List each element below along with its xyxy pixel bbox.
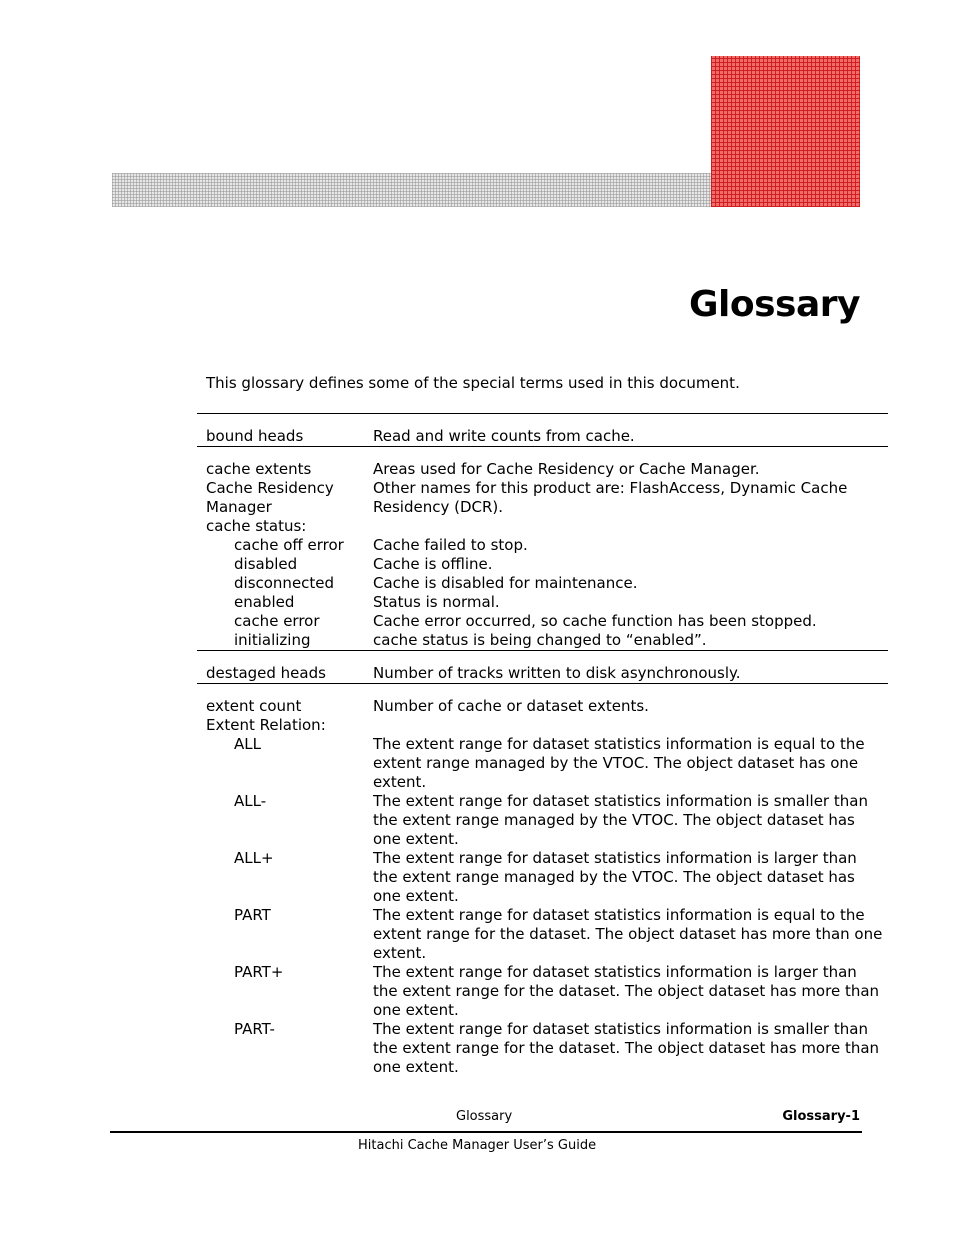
glossary-row [197,1020,888,1077]
glossary-row [197,574,888,593]
glossary-definition: Cache is disabled for maintenance. [373,574,638,592]
glossary-row [197,427,888,446]
glossary-row [197,536,888,555]
glossary-definition: Areas used for Cache Residency or Cache Manager. [373,460,760,478]
glossary-definition: The extent range for dataset statistics information is smaller than the extent range managed by the VTOC. The object dataset has one extent. [373,792,868,848]
glossary-group [197,683,888,1077]
glossary-term: initializing [234,631,311,649]
glossary-definition: Number of tracks written to disk asynchronously. [373,664,741,682]
glossary-definition: cache status is being changed to “enabled”. [373,631,707,649]
glossary-term: PART [234,906,271,924]
glossary-term: cache extents [206,460,312,478]
intro-text: This glossary defines some of the special terms used in this document. [206,374,740,392]
glossary-term: PART+ [234,963,284,981]
glossary-definition: Other names for this product are: FlashAccess, Dynamic Cache [373,479,848,497]
glossary-row [197,716,888,735]
glossary-term: cache status: [206,517,307,535]
glossary-row [197,697,888,716]
glossary-term: ALL- [234,792,267,810]
glossary-row [197,593,888,612]
glossary-definition [373,517,888,536]
header-gray-band [112,173,712,207]
glossary-term: PART- [234,1020,275,1038]
glossary-row [197,735,888,792]
glossary-row [197,631,888,650]
glossary-term: bound heads [206,427,304,445]
glossary-definition [373,716,888,735]
glossary-term: disabled [234,555,298,573]
glossary-term: disconnected [234,574,335,592]
glossary-row [197,498,888,517]
glossary-definition: Read and write counts from cache. [373,427,635,445]
glossary-term: Cache Residency [206,479,334,497]
glossary-term: enabled [234,593,295,611]
glossary-row [197,479,888,498]
glossary-term: ALL [234,735,261,753]
glossary-definition: Cache is offline. [373,555,493,573]
glossary-table [197,413,888,1077]
glossary-term: extent count [206,697,302,715]
glossary-row [197,612,888,631]
footer-section: Glossary [456,1109,513,1124]
glossary-definition: The extent range for dataset statistics information is larger than the extent range managed by the VTOC. The object dataset has one extent. [373,849,857,905]
glossary-row [197,906,888,963]
glossary-row [197,460,888,479]
glossary-definition: The extent range for dataset statistics information is equal to the extent range managed by the VTOC. The object dataset has one extent. [373,735,865,791]
glossary-definition: Cache failed to stop. [373,536,528,554]
glossary-definition: Cache error occurred, so cache function has been stopped. [373,612,817,630]
glossary-term: destaged heads [206,664,326,682]
glossary-row [197,792,888,849]
glossary-term: ALL+ [234,849,274,867]
page-title: Glossary [689,284,860,325]
glossary-term: cache error [234,612,320,630]
glossary-row [197,963,888,1020]
glossary-group [197,650,888,683]
glossary-row [197,517,888,536]
glossary-row [197,849,888,906]
glossary-definition: Residency (DCR). [373,498,504,516]
glossary-term: cache off error [234,536,344,554]
glossary-term: Extent Relation: [206,716,326,734]
footer-rule [110,1131,862,1133]
glossary-row [197,555,888,574]
glossary-term: Manager [206,498,272,516]
glossary-definition: The extent range for dataset statistics information is larger than the extent range for the dataset. The object dataset has more than one extent. [373,963,880,1019]
footer-book-title: Hitachi Cache Manager User’s Guide [358,1138,597,1153]
glossary-definition: Status is normal. [373,593,500,611]
glossary-definition: Number of cache or dataset extents. [373,697,649,715]
footer-page-number: Glossary-1 [782,1109,860,1124]
header-red-block [711,56,860,207]
glossary-group [197,413,888,446]
glossary-definition: The extent range for dataset statistics information is smaller than the extent range for the dataset. The object dataset has more than one extent. [373,1020,880,1076]
glossary-group [197,446,888,650]
glossary-row [197,664,888,683]
glossary-definition: The extent range for dataset statistics information is equal to the extent range for the dataset. The object dataset has more than one extent. [373,906,883,962]
